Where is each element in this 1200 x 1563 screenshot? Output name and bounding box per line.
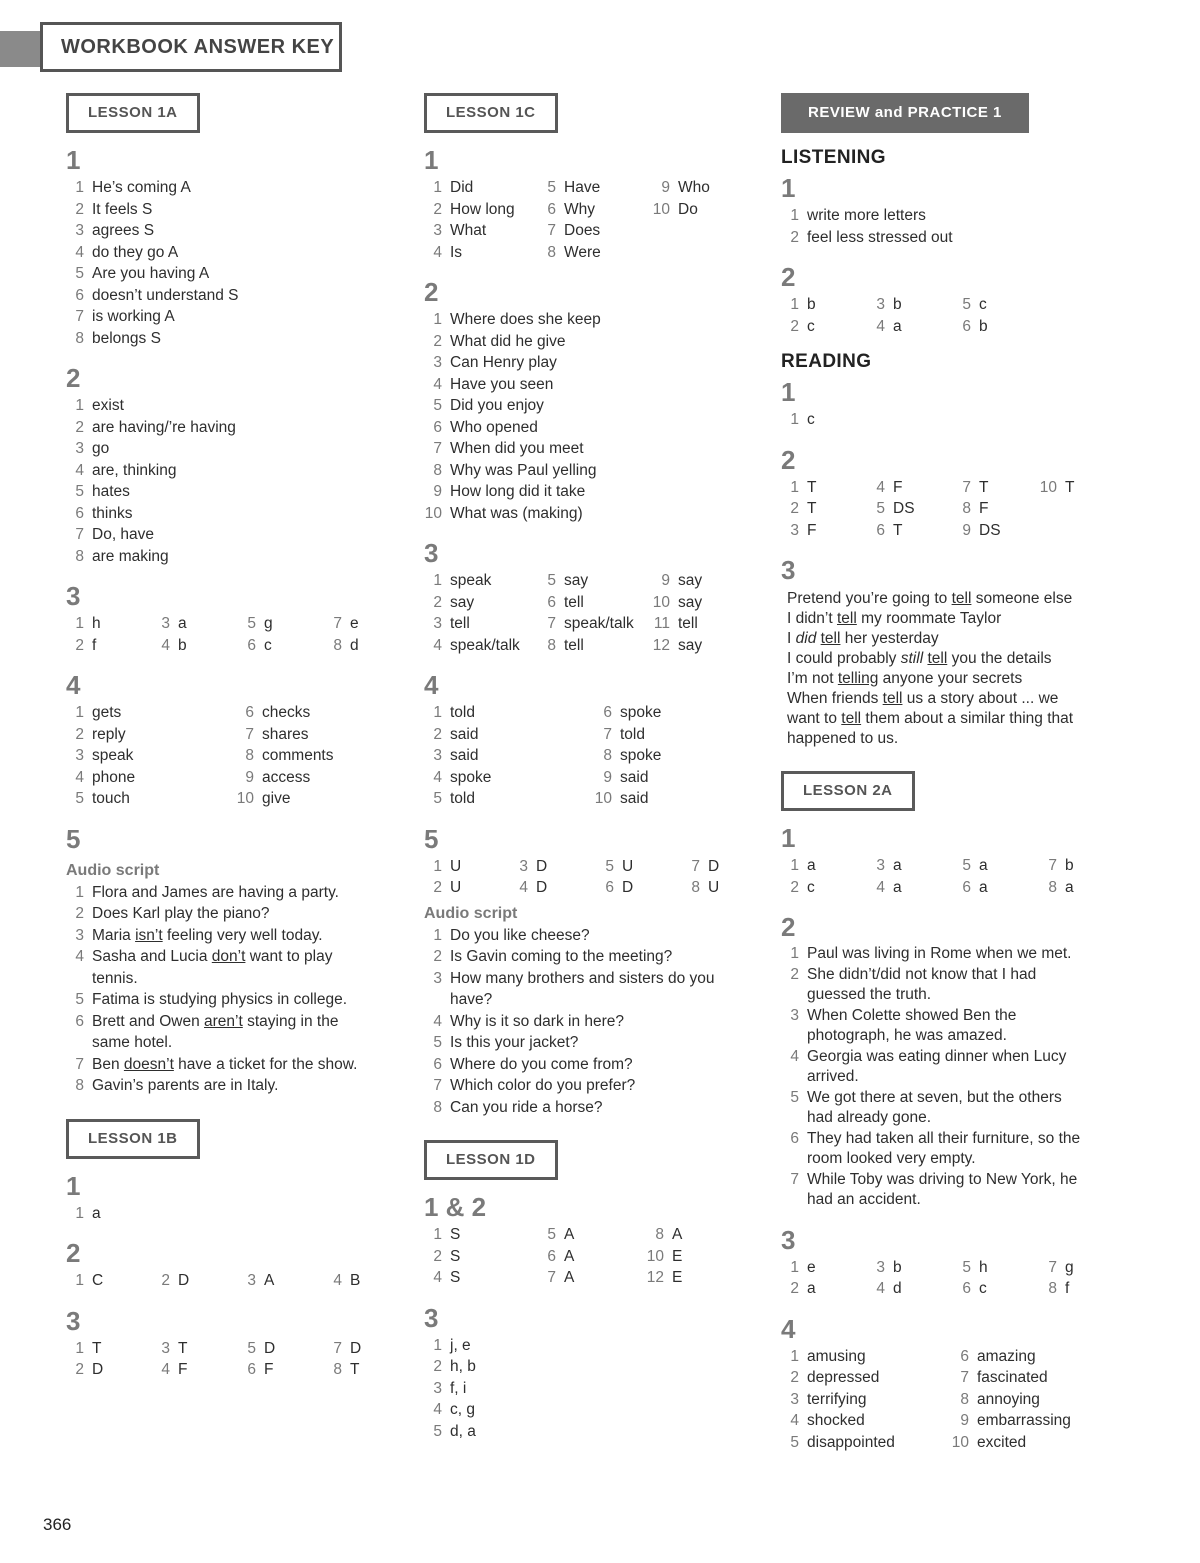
l2a-ex4-grid	[781, 1346, 1121, 1454]
answer-cell: 9 DS	[962, 521, 1001, 539]
answer-cell: 2 D	[75, 1361, 104, 1378]
text-line: I did tell her yesterday	[787, 630, 939, 647]
answer-cell: 4 shocked	[790, 1412, 865, 1429]
l1b-ex3-grid	[66, 1338, 396, 1381]
list-item: 8 belongs S	[75, 329, 161, 347]
answer-cell: 7 D	[691, 857, 720, 875]
answer-cell: 1 U	[433, 857, 462, 875]
answer-cell: 8 a	[1048, 878, 1074, 896]
answer-cell: 10 said	[594, 790, 649, 807]
l1a-ex2-list	[66, 395, 396, 567]
answer-cell: 3 T	[161, 1339, 188, 1357]
l1a-ex1-list	[66, 177, 396, 349]
l1b-ex2-grid	[66, 1270, 396, 1292]
page-number: 366	[43, 1515, 72, 1534]
answer-cell: 8 d	[333, 636, 359, 654]
exercise-number: 3	[66, 1305, 81, 1336]
list-item: 5 hates	[75, 483, 130, 500]
list-item: 7 Which color do you prefer?	[433, 1077, 636, 1094]
answer-cell: 10 excited	[951, 1433, 1027, 1451]
exercise-number: 2	[66, 363, 81, 393]
answer-cell: 2 U	[433, 879, 462, 896]
list-item: 1 Do you like cheese?	[433, 926, 590, 944]
answer-cell	[1039, 520, 1125, 542]
reading-ex1-grid	[781, 409, 1121, 431]
list-item: 4 do they go A	[75, 243, 179, 261]
answer-cell: 1 amusing	[790, 1347, 866, 1365]
exercise-number: 2	[781, 912, 796, 942]
answer-cell: 4 spoke	[433, 768, 492, 786]
reading-ex3-paragraph	[781, 589, 1121, 749]
list-item: 2 feel less stressed out	[790, 228, 953, 246]
answer-cell: 1 C	[75, 1272, 104, 1289]
answer-cell: 2 c	[790, 878, 815, 896]
answer-cell: 2 reply	[75, 725, 126, 743]
answer-cell: 7 T	[962, 478, 989, 496]
answer-cell: 3 b	[876, 296, 902, 313]
list-item: 5 Fatima is studying physics in college.	[75, 991, 348, 1008]
list-item: 1 Where does she keep	[433, 311, 601, 328]
l1c-ex2-list	[424, 309, 754, 524]
answer-cell: 6 F	[247, 1361, 274, 1378]
list-item: 1 write more letters	[790, 207, 926, 224]
list-item: 7 Ben doesn’t have a ticket for the show.	[75, 1055, 358, 1073]
answer-cell: 3 F	[790, 521, 817, 539]
answer-cell: 7 speak/talk	[547, 615, 634, 632]
exercise-number: 1	[781, 377, 796, 407]
column-1	[66, 93, 396, 1381]
answer-cell: 8 Were	[547, 243, 601, 261]
answer-cell: 5 U	[605, 857, 634, 875]
answer-cell: 7 fascinated	[960, 1369, 1048, 1386]
page-title-text: WORKBOOK ANSWER KEY	[61, 35, 335, 58]
answer-cell: 6 c	[962, 1280, 987, 1297]
text-line: Pretend you’re going to tell someone else	[787, 590, 1073, 607]
list-item: 6 Brett and Owen aren’t staying in the same hotel.	[75, 1012, 339, 1051]
lesson-1b-label: LESSON 1B	[66, 1119, 200, 1159]
answer-cell: 9 said	[603, 768, 649, 786]
answer-cell: 7 told	[603, 725, 645, 743]
answer-cell: 3 b	[876, 1258, 902, 1276]
list-item: 1 exist	[75, 397, 124, 414]
answer-cell: 8 F	[962, 500, 989, 517]
list-item: 4 are, thinking	[75, 461, 177, 479]
answer-cell: 4 Is	[433, 243, 463, 261]
answer-cell: 7 g	[1048, 1258, 1074, 1276]
l1a-ex4-grid	[66, 702, 396, 810]
answer-cell: 2 said	[433, 725, 479, 743]
answer-cell: 4 D	[519, 879, 548, 896]
answer-cell: 4 B	[333, 1272, 361, 1289]
exercise-number: 1	[781, 173, 796, 203]
answer-cell: 5 disappointed	[790, 1433, 895, 1451]
reading-heading: READING	[781, 351, 872, 372]
answer-cell: 5 g	[247, 615, 273, 632]
lesson-2a-label: LESSON 2A	[781, 771, 915, 811]
answer-cell	[652, 220, 742, 242]
audio-script-label: Audio script	[66, 861, 160, 879]
exercise-number: 2	[424, 277, 439, 307]
answer-cell: 10 T	[1039, 478, 1075, 496]
answer-cell: 5 D	[247, 1339, 276, 1357]
list-item: 3 Maria isn’t feeling very well today.	[75, 926, 323, 944]
answer-cell: 1 told	[433, 704, 475, 721]
answer-cell: 4 F	[876, 478, 903, 496]
answer-cell: 9 embarrassing	[960, 1412, 1071, 1429]
answer-cell: 1 j, e	[433, 1336, 471, 1354]
list-item: 7 is working A	[75, 308, 175, 325]
column-2	[424, 93, 754, 1442]
list-item: 5 Are you having A	[75, 265, 210, 282]
answer-cell: 10 say	[652, 593, 703, 611]
answer-cell: 10 give	[236, 790, 291, 807]
l2a-ex3-grid	[781, 1257, 1121, 1300]
answer-cell: 4 a	[876, 878, 902, 896]
answer-cell: 4 a	[876, 317, 902, 335]
answer-cell: 6 spoke	[603, 704, 662, 721]
audio-script-label: Audio script	[424, 904, 518, 922]
exercise-number: 3	[781, 1224, 796, 1255]
answer-cell: 8 U	[691, 879, 720, 896]
list-item: 7 Do, have	[75, 526, 155, 543]
answer-cell: 5 Have	[547, 179, 601, 196]
answer-cell: 4 phone	[75, 768, 136, 786]
answer-cell	[1039, 498, 1125, 520]
answer-cell: 6 b	[962, 317, 988, 335]
list-item: 8 Gavin’s parents are in Italy.	[75, 1077, 279, 1094]
answer-cell: 6 Why	[547, 200, 595, 218]
list-item: 9 How long did it take	[433, 483, 586, 500]
exercise-number: 5	[66, 823, 81, 854]
answer-cell: 8 spoke	[603, 747, 662, 764]
list-item: 4 Why is it so dark in here?	[433, 1012, 625, 1030]
answer-cell: 8 A	[655, 1226, 683, 1243]
answer-cell: 6 amazing	[960, 1347, 1036, 1365]
list-item: 7 When did you meet	[433, 440, 584, 457]
list-item: 8 Why was Paul yelling	[433, 461, 597, 479]
answer-cell: 10 E	[646, 1247, 683, 1265]
list-item: 1 Flora and James are having a party.	[75, 883, 339, 901]
answer-cell: 5 told	[433, 790, 475, 807]
exercise-number: 1	[424, 145, 439, 175]
answer-cell: 5 say	[547, 572, 589, 589]
list-item: 1 He’s coming A	[75, 179, 191, 196]
list-item: 2 She didn’t/did not know that I had guessed the truth.	[790, 965, 1037, 1003]
lesson-1a-label: LESSON 1A	[66, 93, 200, 133]
lesson-1c-label: LESSON 1C	[424, 93, 558, 133]
answer-cell: 5 c	[962, 296, 987, 313]
page-title	[40, 22, 342, 72]
exercise-number: 2	[781, 262, 796, 292]
lesson-1d-label: LESSON 1D	[424, 1140, 558, 1180]
list-item: 2 What did he give	[433, 332, 566, 350]
answer-cell: 4 d	[876, 1280, 902, 1297]
list-item: 3 go	[75, 440, 110, 457]
answer-cell: 1 S	[433, 1226, 461, 1243]
answer-cell: 6 A	[547, 1247, 575, 1265]
list-item: 4 Have you seen	[433, 375, 554, 393]
list-item: 4 Georgia was eating dinner when Lucy arrived.	[790, 1047, 1067, 1085]
answer-cell: 10 Do	[652, 200, 698, 218]
answer-cell: 2 T	[790, 500, 817, 517]
l1d-ex3-list	[424, 1335, 754, 1443]
l2a-ex1-grid	[781, 855, 1121, 898]
answer-cell: 5 h	[962, 1258, 988, 1276]
exercise-number: 5	[424, 823, 439, 854]
answer-cell: 7 shares	[245, 725, 309, 743]
answer-cell: 4 S	[433, 1269, 461, 1286]
answer-cell: 2 How long	[433, 200, 515, 218]
answer-cell: 9 say	[661, 572, 703, 589]
exercise-number: 3	[781, 555, 796, 585]
exercise-number: 3	[424, 1302, 439, 1333]
answer-cell: 6 D	[605, 879, 634, 896]
list-item: 1 Paul was living in Rome when we met.	[790, 945, 1072, 962]
reading-ex2-grid	[781, 477, 1121, 542]
l1c-audio-script	[424, 925, 754, 1119]
list-item: 2 are having/’re having	[75, 418, 236, 436]
answer-cell: 6 T	[876, 521, 903, 539]
answer-cell: 1 Did	[433, 179, 474, 196]
answer-cell: 6 a	[962, 878, 988, 896]
answer-cell: 3 What	[433, 222, 487, 239]
answer-cell: 4 speak/talk	[433, 636, 520, 654]
answer-cell: 3 terrifying	[790, 1390, 867, 1408]
text-line: I could probably still tell you the details	[787, 650, 1052, 667]
answer-cell	[652, 242, 742, 264]
exercise-number: 4	[424, 670, 439, 700]
answer-cell: 3 speak	[75, 747, 134, 764]
list-item: 5 We got there at seven, but the others had already gone.	[790, 1088, 1062, 1126]
answer-cell: 12 E	[646, 1269, 683, 1286]
exercise-number: 3	[66, 581, 81, 611]
answer-cell: 4 c, g	[433, 1401, 475, 1418]
l1d-ex12-grid	[424, 1224, 754, 1289]
column-3	[781, 93, 1121, 1453]
list-item: 6 They had taken all their furniture, so the room looked very empty.	[790, 1129, 1081, 1167]
answer-cell: 4 F	[161, 1361, 188, 1378]
exercise-number: 3	[424, 538, 439, 568]
l1b-ex1-grid	[66, 1203, 396, 1225]
exercise-number: 1	[781, 823, 796, 853]
answer-cell: 2 f	[75, 636, 97, 654]
text-line: I didn’t tell my roommate Taylor	[787, 610, 1002, 627]
l1c-ex1-grid	[424, 177, 754, 263]
l2a-ex2-list	[781, 944, 1121, 1211]
answer-cell: 5 d, a	[433, 1422, 476, 1440]
answer-cell: 2 say	[433, 593, 475, 611]
list-item: 2 Is Gavin coming to the meeting?	[433, 948, 673, 965]
answer-cell: 3 a	[161, 615, 187, 632]
answer-cell: 3 A	[247, 1272, 275, 1289]
answer-cell: 7 A	[547, 1269, 575, 1286]
list-item: 3 How many brothers and sisters do you have?	[433, 969, 715, 1008]
exercise-number: 2	[781, 444, 796, 475]
exercise-number: 1	[66, 1170, 81, 1201]
listening-ex2-grid	[781, 294, 1121, 337]
answer-cell: 3 tell	[433, 615, 470, 632]
answer-cell: 2 c	[790, 317, 815, 335]
answer-cell: 4 b	[161, 636, 187, 654]
list-item: 6 thinks	[75, 504, 133, 522]
answer-cell: 3 a	[876, 857, 902, 874]
answer-cell: 1 c	[790, 411, 815, 428]
answer-cell: 6 checks	[245, 704, 311, 721]
answer-cell: 1 h	[75, 615, 101, 632]
list-item: 3 agrees S	[75, 222, 155, 239]
answer-cell: 2 h, b	[433, 1358, 476, 1375]
list-item: 6 Where do you come from?	[433, 1055, 633, 1073]
answer-cell: 1 T	[790, 478, 817, 496]
list-item: 7 While Toby was driving to New York, he had an accident.	[790, 1170, 1078, 1208]
list-item: 5 Is this your jacket?	[433, 1034, 579, 1051]
l1a-audio-script	[66, 882, 396, 1097]
answer-cell: 1 e	[790, 1258, 816, 1276]
text-line: I’m not telling anyone your secrets	[787, 670, 1023, 687]
answer-cell: 5 DS	[876, 500, 915, 517]
exercise-number: 4	[66, 670, 81, 700]
answer-cell: 1 a	[790, 857, 816, 874]
answer-cell: 2 a	[790, 1280, 816, 1297]
exercise-number: 1	[66, 145, 81, 175]
answer-cell: 1 a	[75, 1204, 101, 1222]
answer-cell: 8 f	[1048, 1280, 1070, 1297]
answer-cell: 2 D	[161, 1272, 190, 1289]
answer-cell: 11 tell	[653, 615, 698, 632]
answer-cell: 8 T	[333, 1361, 360, 1378]
answer-cell: 3 f, i	[433, 1379, 467, 1397]
answer-cell: 1 T	[75, 1339, 102, 1357]
l1c-ex5-grid	[424, 856, 754, 899]
list-item: 6 doesn’t understand S	[75, 286, 239, 304]
list-item: 6 Who opened	[433, 418, 538, 436]
answer-cell: 8 tell	[547, 636, 584, 654]
title-accent-strip	[0, 31, 42, 67]
answer-cell: 5 A	[547, 1226, 575, 1243]
exercise-number: 2	[66, 1238, 81, 1268]
answer-cell: 7 Does	[547, 222, 601, 239]
text-line: happened to us.	[787, 730, 899, 747]
list-item: 10 What was (making)	[424, 504, 583, 522]
answer-cell: 7 e	[333, 615, 359, 632]
list-item: 2 It feels S	[75, 200, 153, 218]
answer-cell: 2 S	[433, 1247, 461, 1265]
answer-cell: 9 access	[245, 768, 311, 786]
list-item: 4 Sasha and Lucia don’t want to play tennis.	[75, 948, 333, 987]
l1c-ex4-grid	[424, 702, 754, 810]
exercise-number: 4	[781, 1313, 796, 1344]
answer-cell: 9 Who	[661, 179, 710, 196]
list-item: 3 When Colette showed Ben the photograph, he was amazed.	[790, 1006, 1017, 1044]
listening-heading: LISTENING	[781, 147, 886, 168]
exercise-number: 1 & 2	[424, 1192, 487, 1222]
list-item: 3 Can Henry play	[433, 354, 557, 371]
l1c-ex3-grid	[424, 570, 754, 656]
answer-cell: 1 gets	[75, 704, 122, 721]
answer-cell: 2 depressed	[790, 1369, 880, 1386]
answer-cell: 12 say	[652, 636, 703, 654]
text-line: want to tell them about a similar thing that	[787, 710, 1074, 727]
answer-cell: 7 D	[333, 1339, 362, 1357]
answer-cell: 7 b	[1048, 857, 1074, 874]
list-item: 5 Did you enjoy	[433, 397, 544, 414]
answer-cell: 3 D	[519, 857, 548, 875]
answer-cell: 1 speak	[433, 572, 492, 589]
listening-ex1-list	[781, 205, 1121, 248]
list-item: 8 are making	[75, 547, 169, 565]
l1a-ex3-grid	[66, 613, 396, 656]
list-item: 8 Can you ride a horse?	[433, 1098, 603, 1116]
answer-cell: 6 c	[247, 636, 272, 654]
answer-cell: 8 comments	[245, 747, 334, 764]
answer-cell: 6 tell	[547, 593, 584, 611]
answer-cell: 5 touch	[75, 790, 130, 807]
answer-cell: 5 a	[962, 857, 988, 874]
review-practice-1-label: REVIEW and PRACTICE 1	[781, 93, 1029, 133]
list-item: 2 Does Karl play the piano?	[75, 905, 270, 922]
text-line: When friends tell us a story about ... we	[787, 690, 1059, 707]
answer-cell: 1 b	[790, 296, 816, 313]
answer-cell: 8 annoying	[960, 1390, 1040, 1408]
answer-cell: 3 said	[433, 747, 479, 764]
